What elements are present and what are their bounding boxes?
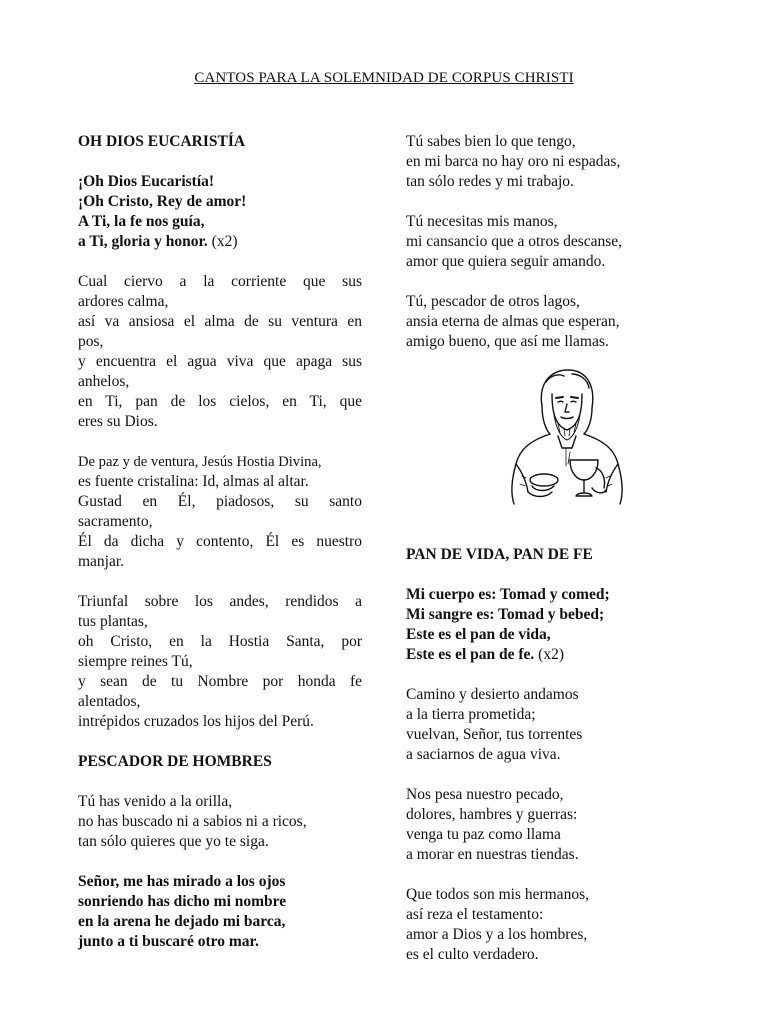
chorus-line: Señor, me has mirado a los ojos	[78, 873, 286, 890]
verse-line: a saciarnos de agua viva.	[406, 746, 561, 763]
verse-pescador-2	[406, 132, 690, 192]
jesus-chalice-illustration	[492, 368, 642, 508]
verse-line: anhelos,	[78, 373, 130, 390]
verse-line: manjar.	[78, 553, 125, 570]
verse-line: eres su Dios.	[78, 413, 158, 430]
chorus-line: Este es el pan de fe.	[406, 646, 535, 663]
verse-line: ardores calma,	[78, 293, 169, 310]
verse-line: Cual ciervo a la corriente que sus	[78, 273, 362, 290]
chorus-line: Mi sangre es: Tomad y bebed;	[406, 606, 605, 623]
verse-line: dolores, hambres y guerras:	[406, 806, 578, 823]
verse-line: en mi barca no hay oro ni espadas,	[406, 153, 621, 170]
verse-line: tan sólo redes y mi trabajo.	[406, 173, 574, 190]
verse-line: Tú has venido a la orilla,	[78, 793, 233, 810]
chorus-pan-de-vida	[406, 585, 690, 665]
verse-pescador-3	[406, 212, 690, 272]
verse-line: Camino y desierto andamos	[406, 686, 579, 703]
verse-line: amigo bueno, que así me llamas.	[406, 333, 609, 350]
verse-line: amor que quiera seguir amando.	[406, 253, 606, 270]
verse-line: sacramento,	[78, 513, 153, 530]
verse-line: no has buscado ni a sabios ni a ricos,	[78, 813, 307, 830]
verse-pescador-1	[78, 792, 362, 852]
song-heading-pescador: PESCADOR DE HOMBRES	[78, 753, 272, 770]
chorus-oh-dios	[78, 172, 362, 252]
verse-line: es el culto verdadero.	[406, 946, 539, 963]
verse-line: Triunfal sobre los andes, rendidos a	[78, 593, 362, 610]
right-column	[406, 132, 690, 965]
verse-line: Que todos son mis hermanos,	[406, 886, 589, 903]
verse-line: Tú necesitas mis manos,	[406, 213, 558, 230]
chorus-line: A Ti, la fe nos guía,	[78, 213, 205, 230]
chorus-pescador	[78, 872, 362, 952]
verse-pan-2	[406, 785, 690, 865]
repeat-marker: (x2)	[538, 646, 564, 663]
verse-line: amor a Dios y a los hombres,	[406, 926, 588, 943]
left-column	[78, 132, 362, 952]
verse-line: Tú, pescador de otros lagos,	[406, 293, 580, 310]
verse-line: pos,	[78, 333, 104, 350]
verse-line: intrépidos cruzados los hijos del Perú.	[78, 713, 314, 730]
verse-line: Él da dicha y contento, Él es nuestro	[78, 533, 362, 550]
song-heading-oh-dios: OH DIOS EUCARISTÍA	[78, 133, 246, 150]
chorus-line: Mi cuerpo es: Tomad y comed;	[406, 586, 610, 603]
verse-pescador-4	[406, 292, 690, 352]
verse-line: tus plantas,	[78, 613, 148, 630]
verse-line: a la tierra prometida;	[406, 706, 536, 723]
repeat-marker: (x2)	[211, 233, 238, 250]
chorus-line: a Ti, gloria y honor.	[78, 233, 208, 250]
page-title: CANTOS PARA LA SOLEMNIDAD DE CORPUS CHRISTI	[194, 70, 574, 86]
chorus-line: Este es el pan de vida,	[406, 626, 551, 643]
verse-line: así va ansiosa el alma de su ventura en	[78, 313, 362, 330]
verse-pan-3	[406, 885, 690, 965]
verse-line: De paz y de ventura, Jesús Hostia Divina,	[78, 454, 322, 470]
verse-line: a morar en nuestras tiendas.	[406, 846, 579, 863]
verse-line: vuelvan, Señor, tus torrentes	[406, 726, 583, 743]
verse-line: Tú sabes bien lo que tengo,	[406, 133, 576, 150]
verse-line: venga tu paz como llama	[406, 826, 561, 843]
verse-line: y sean de tu Nombre por honda fe	[78, 673, 362, 690]
verse-line: Gustad en Él, piadosos, su santo	[78, 493, 362, 510]
verse-oh-dios-2	[78, 452, 362, 572]
verse-line: en Ti, pan de los cielos, en Ti, que	[78, 393, 362, 410]
verse-line: Nos pesa nuestro pecado,	[406, 786, 564, 803]
verse-line: así reza el testamento:	[406, 906, 544, 923]
chorus-line: junto a ti buscaré otro mar.	[78, 933, 259, 950]
verse-line: alentados,	[78, 693, 141, 710]
verse-line: tan sólo quieres que yo te siga.	[78, 833, 269, 850]
verse-line: mi cansancio que a otros descanse,	[406, 233, 623, 250]
verse-line: siempre reines Tú,	[78, 653, 193, 670]
chorus-line: en la arena he dejado mi barca,	[78, 913, 286, 930]
verse-line: oh Cristo, en la Hostia Santa, por	[78, 633, 362, 650]
verse-line: es fuente cristalina: Id, almas al altar.	[78, 473, 309, 490]
chorus-line: sonriendo has dicho mi nombre	[78, 893, 287, 910]
chorus-line: ¡Oh Dios Eucaristía!	[78, 173, 215, 190]
verse-oh-dios-1	[78, 272, 362, 432]
verse-oh-dios-3	[78, 592, 362, 732]
chorus-line: ¡Oh Cristo, Rey de amor!	[78, 193, 247, 210]
verse-line: ansia eterna de almas que esperan,	[406, 313, 620, 330]
song-heading-pan-de-vida: PAN DE VIDA, PAN DE FE	[406, 546, 593, 563]
verse-line: y encuentra el agua viva que apaga sus	[78, 353, 362, 370]
verse-pan-1	[406, 685, 690, 765]
